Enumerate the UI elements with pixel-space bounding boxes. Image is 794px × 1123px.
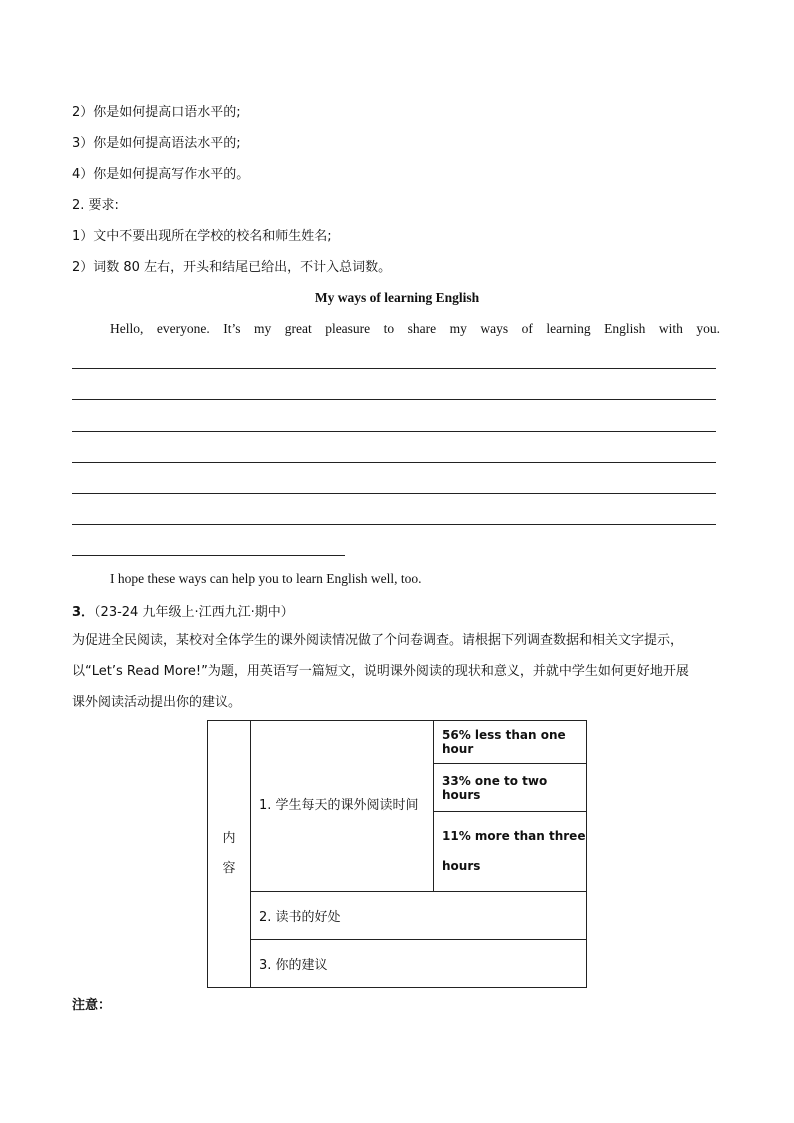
- writing-line[interactable]: [72, 493, 716, 494]
- prompt-item-4: 4）你是如何提高写作水平的。: [72, 167, 250, 182]
- prompt-item-2: 2）你是如何提高口语水平的;: [72, 105, 241, 120]
- option-3-cell: 11% more than three hours: [434, 812, 587, 891]
- essay-opening: Hello, everyone. It’s my great pleasure to share my ways of learning English with you.: [110, 321, 720, 336]
- requirement-2: 2）词数 80 左右，开头和结尾已给出，不计入总词数。: [72, 260, 392, 275]
- question-3-line-2: 以“Let’s Read More!”为题，用英语写一篇短文，说明课外阅读的现状和意义，并就中学生如何更好地开展: [72, 664, 689, 679]
- item-3-cell: 3. 你的建议: [251, 939, 587, 987]
- essay-title: My ways of learning English: [314, 290, 480, 305]
- question-3-header: [72, 601, 294, 620]
- prompt-item-3: 3）你是如何提高语法水平的;: [72, 136, 241, 151]
- writing-line[interactable]: [72, 399, 716, 400]
- content-label-char-2: 容: [222, 861, 236, 876]
- item-1-cell: 1. 学生每天的课外阅读时间: [251, 721, 434, 892]
- essay-closing: I hope these ways can help you to learn English well, too.: [110, 571, 422, 586]
- content-label-char-1: 内: [222, 831, 236, 846]
- survey-table: [207, 720, 587, 988]
- item-2-cell: 2. 读书的好处: [251, 891, 587, 939]
- writing-line[interactable]: [72, 524, 716, 525]
- question-3-line-3: 课外阅读活动提出你的建议。: [72, 695, 242, 710]
- writing-line[interactable]: [72, 431, 716, 432]
- option-2-cell: 33% one to two hours: [434, 764, 587, 812]
- question-3-line-1: 为促进全民阅读，某校对全体学生的课外阅读情况做了个问卷调查。请根据下列调查数据和相关文字提示，: [72, 633, 684, 648]
- question-number: 3．: [72, 605, 95, 620]
- writing-line[interactable]: [72, 555, 345, 556]
- requirements-heading: 2. 要求:: [72, 198, 119, 213]
- option-1-cell: 56% less than one hour: [434, 721, 587, 764]
- writing-line[interactable]: [72, 462, 716, 463]
- writing-line[interactable]: [72, 368, 716, 369]
- note-heading: 注意：: [72, 998, 112, 1013]
- question-source: （23-24 九年级上·江西九江·期中）: [94, 605, 294, 620]
- requirement-1: 1）文中不要出现所在学校的校名和师生姓名;: [72, 229, 332, 244]
- content-label-cell: [208, 721, 251, 988]
